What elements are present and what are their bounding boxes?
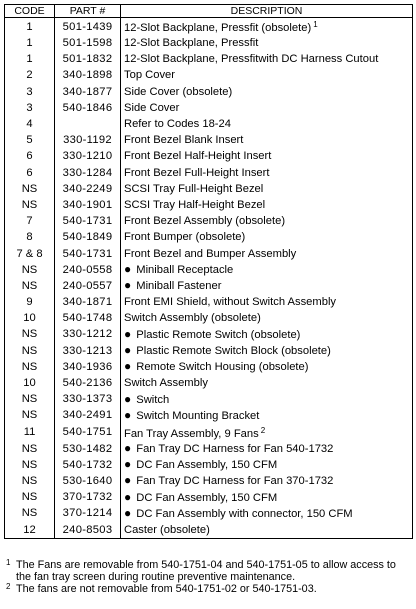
code-cell: 2 <box>5 67 55 83</box>
description-cell <box>121 67 413 83</box>
description-text: Switch Assembly (obsolete) <box>124 312 261 325</box>
code-cell: NS <box>5 343 55 359</box>
table-row <box>5 213 413 229</box>
description-cell <box>121 213 413 229</box>
description-text: SCSI Tray Half-Height Bezel <box>124 198 266 211</box>
description-cell <box>121 375 413 391</box>
description-text: Miniball Fastener <box>136 280 222 293</box>
description-header: DESCRIPTION <box>121 5 413 18</box>
table-row <box>5 148 413 164</box>
code-cell: 3 <box>5 100 55 116</box>
part-number-cell: 540-1731 <box>55 245 121 261</box>
part-number-cell <box>55 116 121 132</box>
code-cell: 3 <box>5 84 55 100</box>
code-cell: 4 <box>5 116 55 132</box>
description-text: DC Fan Assembly, 150 CFM <box>136 491 278 504</box>
footnote-mark: 2 <box>6 582 11 591</box>
bullet-dot-icon: ● <box>124 359 132 374</box>
code-cell: 8 <box>5 229 55 245</box>
code-cell: NS <box>5 197 55 213</box>
code-cell: 1 <box>5 51 55 67</box>
code-cell: 7 & 8 <box>5 245 55 261</box>
description-cell <box>121 245 413 261</box>
description-text: Refer to Codes 18-24 <box>124 118 231 131</box>
description-cell <box>121 35 413 51</box>
part-number-cell: 370-1214 <box>55 505 121 521</box>
part-number-cell: 330-1210 <box>55 148 121 164</box>
description-cell <box>121 521 413 538</box>
footnotes <box>6 559 412 595</box>
description-cell <box>121 407 413 423</box>
table-row <box>5 51 413 67</box>
description-cell <box>121 116 413 132</box>
part-number-cell: 340-2491 <box>55 407 121 423</box>
table-row <box>5 521 413 538</box>
table-row <box>5 116 413 132</box>
description-text: Fan Tray DC Harness for Fan 540-1732 <box>136 443 334 456</box>
description-text: Plastic Remote Switch Block (obsolete) <box>136 345 331 358</box>
description-text: 12-Slot Backplane, Pressfit (obsolete) <box>124 22 312 34</box>
bullet-dot-icon: ● <box>124 343 132 358</box>
code-cell: 5 <box>5 132 55 148</box>
code-cell: 12 <box>5 521 55 538</box>
bullet-dot-icon: ● <box>124 457 132 472</box>
parts-table <box>4 4 413 539</box>
description-cell <box>121 84 413 100</box>
table-row <box>5 18 413 36</box>
part-number-cell: 340-1898 <box>55 67 121 83</box>
description-text: Switch Mounting Bracket <box>136 409 260 422</box>
description-text: Miniball Receptacle <box>136 264 234 277</box>
table-row <box>5 294 413 310</box>
description-cell <box>121 391 413 407</box>
table-row <box>5 197 413 213</box>
footnote-mark: 1 <box>6 558 11 567</box>
bullet-dot-icon: ● <box>124 326 132 341</box>
part-number-cell: 501-1439 <box>55 18 121 36</box>
bullet-dot-icon: ● <box>124 391 132 406</box>
bullet-dot-icon: ● <box>124 262 132 277</box>
description-text: DC Fan Assembly, 150 CFM <box>136 459 278 472</box>
description-cell <box>121 132 413 148</box>
table-row <box>5 343 413 359</box>
part-number-cell: 501-1598 <box>55 35 121 51</box>
description-text: Front Bezel Half-Height Insert <box>124 150 272 163</box>
code-cell: NS <box>5 407 55 423</box>
table-row <box>5 100 413 116</box>
part-number-cell: 501-1832 <box>55 51 121 67</box>
table-row <box>5 165 413 181</box>
part-number-cell: 340-1901 <box>55 197 121 213</box>
table-row <box>5 326 413 342</box>
description-text: Switch <box>136 393 170 406</box>
description-cell <box>121 473 413 489</box>
part-number-cell: 530-1640 <box>55 473 121 489</box>
bullet-dot-icon: ● <box>124 489 132 504</box>
description-text: Remote Switch Housing (obsolete) <box>136 361 309 374</box>
code-cell: 10 <box>5 375 55 391</box>
code-cell: 9 <box>5 294 55 310</box>
table-row <box>5 229 413 245</box>
code-cell: 11 <box>5 424 55 441</box>
part-number-header: PART # <box>55 5 121 18</box>
code-cell: NS <box>5 359 55 375</box>
description-text: Side Cover <box>124 101 180 114</box>
description-text: Front Bezel and Bumper Assembly <box>124 247 297 260</box>
footnote-text: The fans are not removable from 540-1751-02 or 540-1751-03. <box>16 583 317 595</box>
part-number-cell: 330-1212 <box>55 326 121 342</box>
code-cell: NS <box>5 278 55 294</box>
code-cell: NS <box>5 391 55 407</box>
bullet-dot-icon: ● <box>124 473 132 488</box>
description-text: Top Cover <box>124 69 175 82</box>
description-text: Front Bezel Blank Insert <box>124 134 244 147</box>
part-number-cell: 540-1849 <box>55 229 121 245</box>
part-number-cell: 240-0558 <box>55 262 121 278</box>
description-text: 12-Slot Backplane, Pressfitwith DC Harness Cutout <box>124 53 379 66</box>
part-number-cell: 240-0557 <box>55 278 121 294</box>
part-number-cell: 340-2249 <box>55 181 121 197</box>
description-cell <box>121 51 413 67</box>
description-text: Side Cover (obsolete) <box>124 85 233 98</box>
table-row <box>5 67 413 83</box>
part-number-cell: 330-1192 <box>55 132 121 148</box>
table-row <box>5 359 413 375</box>
table-row <box>5 407 413 423</box>
table-row <box>5 245 413 261</box>
code-cell: 6 <box>5 165 55 181</box>
description-cell <box>121 181 413 197</box>
table-row <box>5 505 413 521</box>
code-cell: 10 <box>5 310 55 326</box>
description-cell <box>121 359 413 375</box>
table-row <box>5 375 413 391</box>
description-text: DC Fan Assembly with connector, 150 CFM <box>136 507 353 520</box>
table-row <box>5 278 413 294</box>
description-cell <box>121 326 413 342</box>
description-cell <box>121 197 413 213</box>
description-text: Fan Tray Assembly, 9 Fans <box>124 427 259 440</box>
code-cell: 1 <box>5 35 55 51</box>
description-text: Plastic Remote Switch (obsolete) <box>136 328 301 341</box>
code-header: CODE <box>5 5 55 18</box>
part-number-cell: 540-1751 <box>55 424 121 441</box>
header-row <box>5 5 413 18</box>
code-cell: NS <box>5 457 55 473</box>
description-cell <box>121 18 413 36</box>
bullet-dot-icon: ● <box>124 505 132 520</box>
description-cell <box>121 457 413 473</box>
code-cell: NS <box>5 473 55 489</box>
footnote-2 <box>6 583 412 595</box>
description-cell <box>121 505 413 521</box>
description-text: Front Bezel Full-Height Insert <box>124 166 270 179</box>
bullet-dot-icon: ● <box>124 441 132 456</box>
description-cell <box>121 489 413 505</box>
bullet-dot-icon: ● <box>124 407 132 422</box>
code-cell: 1 <box>5 18 55 36</box>
description-text: Caster (obsolete) <box>124 523 210 536</box>
description-text: Front Bumper (obsolete) <box>124 231 246 244</box>
description-cell <box>121 441 413 457</box>
footnote-ref: 2 <box>260 425 266 435</box>
description-text: Front Bezel Assembly (obsolete) <box>124 215 286 228</box>
part-number-cell: 540-2136 <box>55 375 121 391</box>
table-row <box>5 424 413 441</box>
part-number-cell: 530-1482 <box>55 441 121 457</box>
description-cell <box>121 148 413 164</box>
description-cell <box>121 278 413 294</box>
part-number-cell: 240-8503 <box>55 521 121 538</box>
table-row <box>5 391 413 407</box>
part-number-cell: 340-1877 <box>55 84 121 100</box>
part-number-cell: 540-1732 <box>55 457 121 473</box>
code-cell: NS <box>5 181 55 197</box>
table-row <box>5 132 413 148</box>
description-cell <box>121 343 413 359</box>
code-cell: NS <box>5 505 55 521</box>
part-number-cell: 540-1731 <box>55 213 121 229</box>
description-text: Switch Assembly <box>124 377 208 390</box>
description-text: Fan Tray DC Harness for Fan 370-1732 <box>136 475 334 488</box>
part-number-cell: 540-1846 <box>55 100 121 116</box>
footnote-ref: 1 <box>313 20 318 29</box>
part-number-cell: 330-1213 <box>55 343 121 359</box>
table-row <box>5 181 413 197</box>
code-cell: NS <box>5 489 55 505</box>
footnote-1 <box>6 559 412 583</box>
table-row <box>5 84 413 100</box>
table-row <box>5 310 413 326</box>
description-cell <box>121 262 413 278</box>
part-number-cell: 340-1936 <box>55 359 121 375</box>
code-cell: 7 <box>5 213 55 229</box>
description-cell <box>121 165 413 181</box>
code-cell: NS <box>5 326 55 342</box>
code-cell: 6 <box>5 148 55 164</box>
parts-table-body <box>5 18 413 539</box>
code-cell: NS <box>5 441 55 457</box>
description-text: SCSI Tray Full-Height Bezel <box>124 182 264 195</box>
table-row <box>5 441 413 457</box>
part-number-cell: 340-1871 <box>55 294 121 310</box>
table-row <box>5 457 413 473</box>
description-text: 12-Slot Backplane, Pressfit <box>124 37 259 50</box>
description-text: Front EMI Shield, without Switch Assembly <box>124 296 337 309</box>
table-row <box>5 489 413 505</box>
description-cell <box>121 424 413 441</box>
code-cell: NS <box>5 262 55 278</box>
table-row <box>5 35 413 51</box>
table-row <box>5 473 413 489</box>
description-cell <box>121 294 413 310</box>
part-number-cell: 330-1373 <box>55 391 121 407</box>
bullet-dot-icon: ● <box>124 278 132 293</box>
footnote-text: The Fans are removable from 540-1751-04 and 540-1751-05 to allow access to the fan tray screen during routine preventive maintenance. <box>16 559 396 583</box>
part-number-cell: 330-1284 <box>55 165 121 181</box>
part-number-cell: 370-1732 <box>55 489 121 505</box>
part-number-cell: 540-1748 <box>55 310 121 326</box>
description-cell <box>121 310 413 326</box>
description-cell <box>121 100 413 116</box>
table-row <box>5 262 413 278</box>
description-cell <box>121 229 413 245</box>
